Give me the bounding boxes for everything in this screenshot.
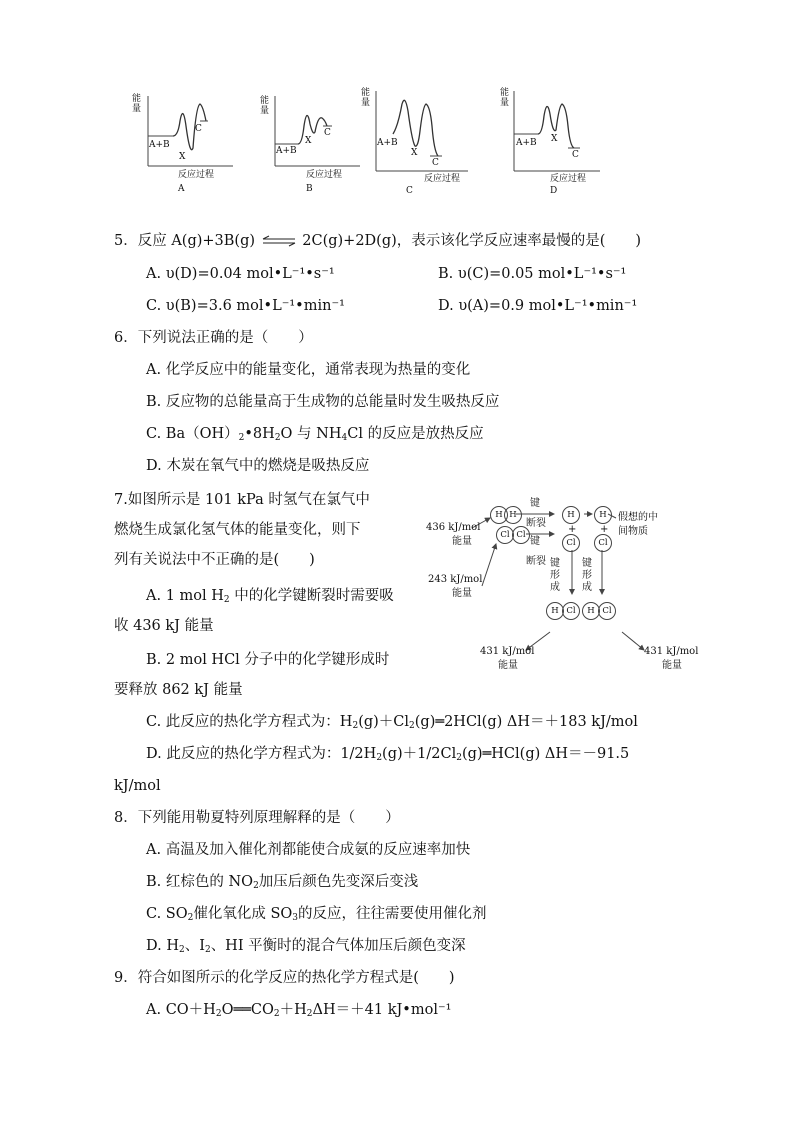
energy-431-left: 431 kJ/mol	[480, 646, 535, 657]
question-6-stem: 6．下列说法正确的是（ ）	[114, 330, 313, 346]
question-7-line-1: 7.如图所示是 101 kPa 时氢气在氯气中	[114, 492, 370, 508]
ylabel-a: 能量	[132, 94, 142, 114]
bond-break-2: 键	[530, 536, 540, 547]
question-9-stem: 9．符合如图所示的化学反应的热化学方程式是( )	[114, 970, 455, 986]
product-label-a: C	[195, 124, 202, 134]
ylabel-b: 能量	[260, 96, 270, 116]
diagram-letter-c: C	[406, 186, 413, 196]
xlabel-c: 反应过程	[424, 174, 461, 184]
energy-diagram-d	[500, 86, 610, 196]
xlabel-b: 反应过程	[306, 170, 343, 180]
energy-diagram-a	[128, 86, 238, 196]
question-5-option-b: B. υ(C)=0.05 mol•L⁻¹•s⁻¹	[438, 266, 627, 282]
product-label-c: C	[432, 158, 439, 168]
question-9-option-a: A. $CO+H_2O══CO_2+H_2\Delta H=+41$ kJ•mol⁻¹	[146, 1002, 452, 1019]
reactant-label-a: A+B	[149, 140, 170, 150]
intermediate-label-c: X	[411, 148, 418, 158]
energy-431-left-label: 能量	[498, 660, 518, 671]
question-7-line-3: 列有关说法中不正确的是( )	[114, 552, 315, 568]
bond-break-2b: 断裂	[526, 556, 546, 567]
reactant-label-d: A+B	[516, 138, 537, 148]
question-6-option-b: B. 反应物的总能量高于生成物的总能量时发生吸热反应	[146, 394, 500, 410]
question-7-line-2: 燃烧生成氯化氢气体的能量变化，则下	[114, 522, 361, 538]
atom-cl: Cl	[496, 526, 514, 544]
question-7-option-a-wrap: 收 436 kJ 能量	[114, 618, 214, 634]
energy-431-right-label: 能量	[662, 660, 682, 671]
energy-diagram-c	[361, 86, 478, 196]
bond-break-1b: 断裂	[526, 518, 546, 529]
atom-cl: Cl	[562, 534, 580, 552]
question-5-option-d: D. υ(A)=0.9 mol•L⁻¹•min⁻¹	[438, 298, 638, 314]
question-7-option-d: D. 此反应的热化学方程式为：$1/2H_2(g)+1/2Cl_2(g)═HCl(g)$ ΔH＝－91.5	[146, 746, 630, 763]
question-8-option-a: A. 高温及加入催化剂都能使合成氨的反应速率加快	[146, 842, 471, 858]
hypothetical-label-1: 假想的中	[618, 512, 658, 523]
energy-diagrams	[128, 86, 618, 196]
atom-cl: Cl	[594, 534, 612, 552]
equilibrium-arrow-icon	[262, 235, 296, 247]
plus-sign: +	[600, 524, 609, 535]
intermediate-label-b: X	[305, 136, 312, 146]
bond-break-1: 键	[530, 498, 540, 509]
hypothetical-label-2: 间物质	[618, 526, 648, 537]
energy-431-right: 431 kJ/mol	[644, 646, 699, 657]
xlabel-d: 反应过程	[550, 174, 587, 184]
question-8-option-b: B. 红棕色的 $NO_2$加压后颜色先变深后变浅	[146, 874, 419, 891]
xlabel-a: 反应过程	[178, 170, 215, 180]
atom-h: H	[594, 506, 612, 524]
question-6-option-a: A. 化学反应中的能量变化，通常表现为热量的变化	[146, 362, 471, 378]
energy-diagram-b	[260, 86, 370, 196]
question-7-option-b: B. 2 mol HCl 分子中的化学键形成时	[146, 652, 390, 668]
energy-436: 436 kJ/mol	[426, 522, 481, 533]
question-5-option-c: C. υ(B)=3.6 mol•L⁻¹•min⁻¹	[146, 298, 345, 314]
bond-form-left: 键形成	[550, 558, 560, 593]
atom-h: H	[582, 602, 600, 620]
atom-h: H	[490, 506, 508, 524]
question-7-option-c: C. 此反应的热化学方程式为：$H_2(g)+Cl_2(g)═2HCl(g)$ ΔH＝＋183 kJ/mol	[146, 714, 638, 731]
question-7-option-b-wrap: 要释放 862 kJ 能量	[114, 682, 243, 698]
question-8-option-c: C. $SO_2$催化氧化成 $SO_3$的反应，往往需要使用催化剂	[146, 906, 487, 923]
question-5-stem: 5．反应 A(g)+3B(g) 2C(g)+2D(g)，表示该化学反应速率最慢的是( )	[114, 233, 642, 249]
atom-cl: Cl	[512, 526, 530, 544]
intermediate-label-a: X	[179, 152, 186, 162]
diagram-letter-d: D	[550, 186, 558, 196]
question-8-option-d: D. $H_2$、$I_2$、HI 平衡时的混合气体加压后颜色变深	[146, 938, 466, 955]
energy-243: 243 kJ/mol	[428, 574, 483, 585]
reactant-label-c: A+B	[377, 138, 398, 148]
product-label-d: C	[572, 150, 579, 160]
atom-h: H	[546, 602, 564, 620]
question-6-option-d: D. 木炭在氧气中的燃烧是吸热反应	[146, 458, 370, 474]
question-7-option-a: A. 1 mol $H_2$ 中的化学键断裂时需要吸	[146, 588, 394, 605]
bond-form-right: 键形成	[582, 558, 592, 593]
ylabel-d: 能量	[500, 88, 510, 108]
atom-cl: Cl	[562, 602, 580, 620]
question-8-stem: 8．下列能用勒夏特列原理解释的是（ ）	[114, 810, 400, 826]
atom-h: H	[504, 506, 522, 524]
energy-243-label: 能量	[452, 588, 472, 599]
question-6-option-c: C. $Ba(OH)_2•8H_2O$ 与 $NH_4Cl$ 的反应是放热反应	[146, 426, 484, 443]
question-5-option-a: A. υ(D)=0.04 mol•L⁻¹•s⁻¹	[146, 266, 335, 282]
diagram-letter-a: A	[178, 184, 185, 194]
energy-436-label: 能量	[452, 536, 472, 547]
atom-h: H	[562, 506, 580, 524]
diagram-letter-b: B	[306, 184, 313, 194]
plus-sign: +	[568, 524, 577, 535]
intermediate-label-d: X	[551, 134, 558, 144]
reactant-label-b: A+B	[276, 146, 297, 156]
question-7-option-d-wrap: kJ/mol	[114, 778, 161, 794]
product-label-b: C	[324, 128, 331, 138]
atom-cl: Cl	[598, 602, 616, 620]
ylabel-c: 能量	[361, 88, 371, 108]
bond-energy-diagram	[422, 496, 712, 682]
